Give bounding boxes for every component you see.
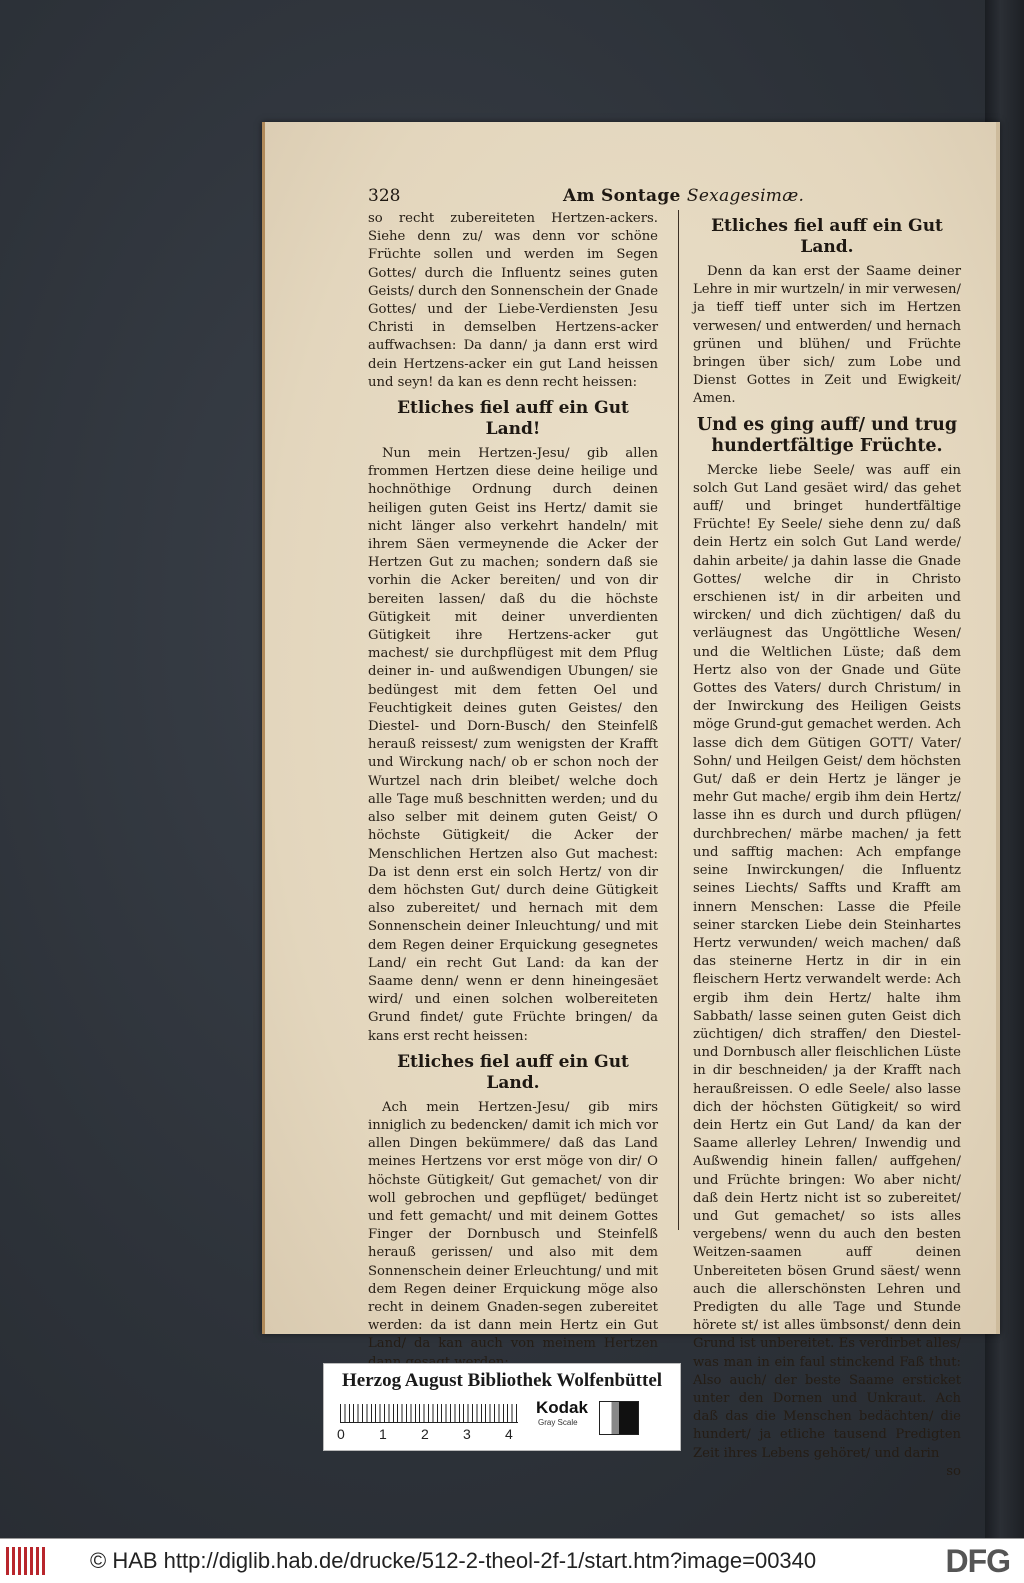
right-heading-1: Etliches fiel auff ein Gut Land. — [711, 216, 943, 257]
tick-label: 4 — [505, 1426, 513, 1442]
page-number: 328 — [368, 186, 401, 206]
running-head — [563, 186, 804, 206]
running-head-main: Am Sontage — [563, 186, 681, 206]
left-column — [368, 210, 658, 1372]
right-paragraph-1: Denn da kan erst der Saame deiner Lehre in mir wurtzeln/ in mir verwesen/ ja tieff tieff unter sich im Hertzen verwesen/ und entwerden/ und hernach grünen und blühen/ und Früchte bringen über sich/ zum Lobe und Dienst Gottes in Zeit und Ewigkeit/ Amen. — [693, 264, 961, 407]
tick-label: 0 — [337, 1426, 345, 1442]
scale-ruler — [340, 1404, 518, 1423]
library-name: Herzog August Bibliothek Wolfenbüttel — [342, 1370, 663, 1391]
dfg-logo: DFG — [945, 1543, 1010, 1579]
left-paragraph-1: so recht zubereiteten Hertzen-ackers. Siehe denn zu/ was denn vor schöne Früchte sollen und werden im Segen Gottes/ durch die Influentz seines guten Geists/ durch den Sonnenschein der Gnade Gottes/ und der Liebe-Verdiensten Jesu Christi in demselben Hertzens-acker auffwachsen: Da dann/ ja dann erst wird dein Hertzens-acker ein gut Land heissen und seyn! da kan es denn recht heissen: — [368, 211, 658, 390]
right-paragraph-2: Mercke liebe Seele/ was auff ein solch Gut Land gesäet wird/ das gehet auff/ und bringet hundertfältige Früchte! Ey Seele/ siehe denn zu/ daß dein Hertz ein solch Gut Land werde/ dahin arbeite/ ja dahin lasse die Gnade Gottes/ welche dir in Christo erschienen ist/ in dir arbeiten und wircken/ und dich züchtigen/ daß du verläugnest das Ungöttliche Wesen/ und die Weltlichen Lüste; daß dem Hertz also von der Gnade und Güte Gottes des Vaters/ durch Christum/ in der Inwirckung des Heiligen Geists möge Grund-gut gemachet werden. Ach lasse dich dem Gütigen GOTT/ Vater/ Sohn/ und Heilgen Geist/ dem höchsten Gut/ daß er dein Hertz je länger je mehr Gut mache/ ergib ihm dein Hertz/ lasse ihn es durch und durch pflügen/ durchbrechen/ märbe machen/ ja fett und safftig machen: Ach empfange seine Inwirckungen/ die Influentz seines Liechts/ Saffts und Krafft am innern Menschen: Lasse die Pfeile seiner starcken Liebe dein Steinhartes Hertz verwunden/ weich machen/ daß das steinerne Hertz in dir in ein fleischern Hertz verwandelt werde: Ach ergib ihm dein Hertz/ halte ihm Sabbath/ lasse seinen guten Geist dich züchtigen/ dich straffen/ den Diestel- und Dornbusch aller fleischlichen Lüste in dir beschneiden/ ja der Krafft nach heraußreissen. O edle Seele/ also lasse dich der höchsten Gütigkeit/ so wird dein Hertz ein Gut Land/ da kan der Saame allerley Lehren/ Inwendig und Außwendig hinein fallen/ auffgehen/ und Früchte bringen: Wo aber nicht/ daß dein Hertz nicht ist so zubereitet/ und Gut gemachet/ so ists alles vergebens/ wenn du auch den besten Weitzen-saamen auff deinen Unbereiteten bösen Grund säest/ wenn auch die allerschönsten Lehren und Predigten du alle Tage und Stunde hörete st/ ist alles ümbsonst/ denn dein Grund ist unbereitet. Es verdirbet alles/ was man in ein faul stinckend Faß thut: Also auch/ der beste Saame ersticket unter den Dornen und Unkraut. Ach daß das die Menschen bedächten/ die hundert/ ja etliche tausend Predigten Zeit ihres Lebens gehöret/ und darin — [693, 462, 961, 1461]
tick-label: 1 — [379, 1426, 387, 1442]
right-heading-2: Und es ging auff/ und trug hundertfältige Früchte. — [696, 414, 958, 456]
tick-label: 2 — [421, 1426, 429, 1442]
page-header — [368, 186, 968, 212]
column-divider — [678, 210, 679, 1230]
left-heading-1: Etliches fiel auff ein Gut Land! — [397, 398, 629, 440]
tick-label: 3 — [463, 1426, 471, 1442]
gray-swatch — [599, 1401, 639, 1435]
kodak-subtitle: Gray Scale — [538, 1418, 578, 1427]
page-edge — [996, 122, 1000, 1334]
footer-copyright-link[interactable]: © HAB http://diglib.hab.de/drucke/512-2-theol-2f-1/start.htm?image=00340 — [90, 1548, 817, 1573]
left-paragraph-2: Nun mein Hertzen-Jesu/ gib allen frommen Hertzen diese deine heilige und hochnöthige Ordnung durch deinen heiligen guten Geist ins Hertz/ damit sie nicht länger also verkehrt handeln/ mit ihrem Säen vermeynende die Acker der Hertzen Gut zu machen; sondern daß sie vorhin die Acker bereiten/ und von dir bereiten lassen/ daß du die höchste Gütigkeit mit deiner unverdienten Gütigkeit ihre Hertzens-acker gut machest/ sie durchpflügest mit dem Pflug deiner in- und außwendigen Ubungen/ sie bedüngest mit dem fetten Oel und Feuchtigkeit deines guten Geistes/ den Diestel- und Dorn-Busch/ den Steinfelß herauß reissest/ zum wenigsten der Krafft und Wirckung nach/ ob er schon noch der Wurtzel nach drin bleibet/ welche doch alle Tage muß beschnitten werden; und du also selber mit deinem guten Geist/ O höchste Gütigkeit/ die Acker der Menschlichen Hertzen also Gut machest: Da ist denn erst ein solch Hertz/ von dir dem höchsten Gut/ durch deine Gütigkeit also zubereitet/ und hernach mit dem Sonnenschein deiner Inleuchtung/ und mit dem Regen deiner Erquickung gesegnetes Land/ ein recht Gut Land: da kan der Saame denn/ wenn er denn hineingesäet wird/ und einen solchen wolbereiteten Grund findet/ gute Früchte bringen/ da kans erst recht heissen: — [368, 446, 658, 1044]
right-column — [693, 210, 961, 1481]
kodak-logo: Kodak — [536, 1398, 588, 1417]
running-head-latin: Sexagesimæ. — [686, 186, 805, 206]
footer-bar — [0, 1538, 1024, 1583]
catchword: so — [946, 1463, 961, 1479]
hab-logo-icon — [6, 1547, 46, 1575]
color-calibration-strip — [323, 1363, 681, 1451]
left-paragraph-3: Ach mein Hertzen-Jesu/ gib mirs inniglich zu bedencken/ damit ich mich vor allen Dingen bekümmere/ daß das Land meines Hertzens vor erst möge von dir/ O höchste Gütigkeit/ Gut gemachet/ von dir woll gebrochen und gepflüget/ bedünget und fett gemacht/ und mit deinem Gottes Finger der Dornbusch und Steinfelß herauß gerissen/ und also mit dem Sonnenschein deiner Erleuchtung/ und mit dem Regen deiner Erquickung möge also recht in deinem Gnaden-segen zubereitet werden: da ist dann mein Hertz ein Gut Land/ da kan auch von meinem Hertzen — [368, 1099, 658, 1352]
left-heading-2: Etliches fiel auff ein Gut Land. — [397, 1051, 629, 1093]
ruler-ticks — [337, 1426, 537, 1444]
